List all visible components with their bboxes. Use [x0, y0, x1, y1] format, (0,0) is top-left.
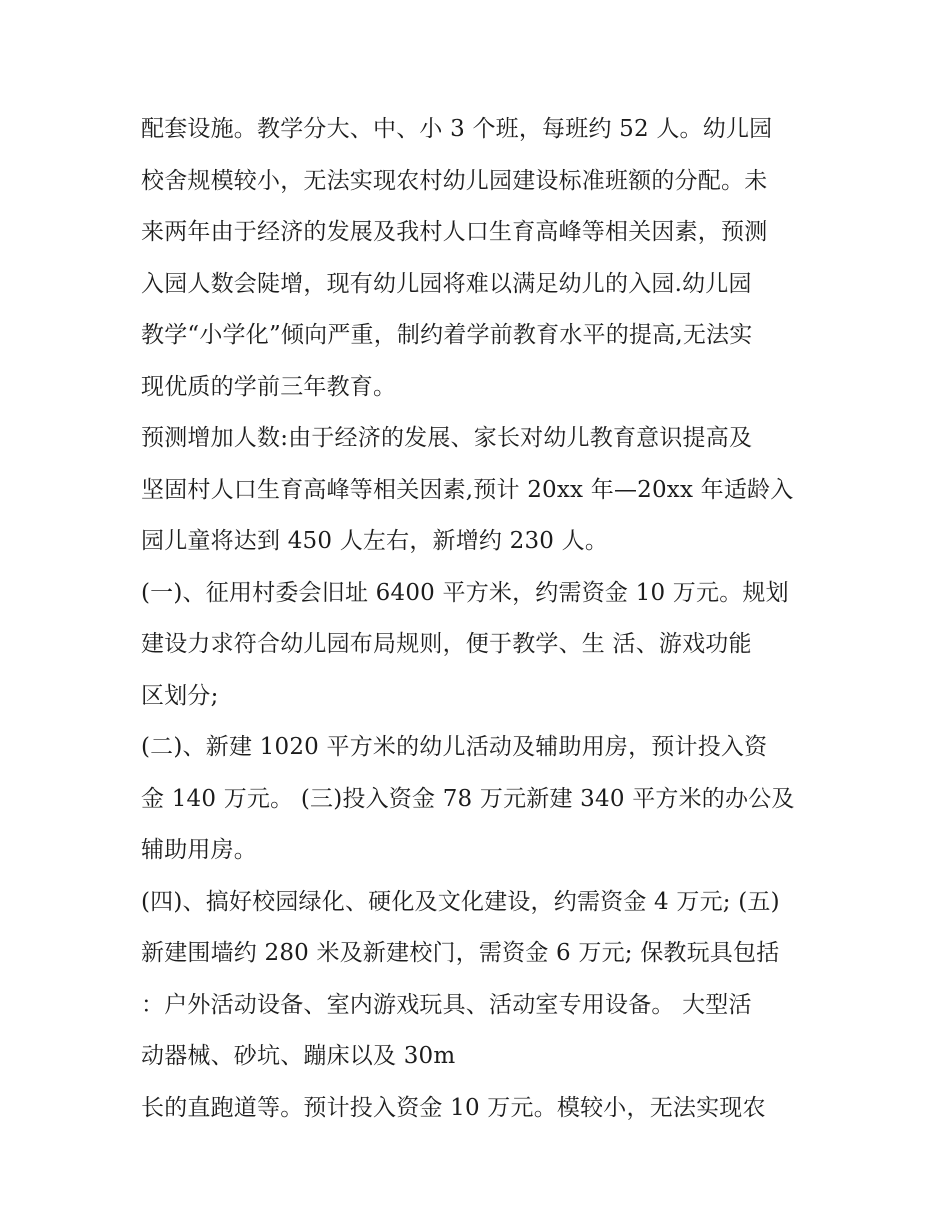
document-body — [141, 104, 821, 1134]
text-line: 现优质的学前三年教育。 — [141, 373, 397, 400]
text-line: (二)、新建 1020 平方米的幼儿活动及辅助用房，预计投入资 — [141, 734, 768, 760]
text-line: 校舍规模较小，无法实现农村幼儿园建设标准班额的分配。未 — [141, 167, 768, 194]
text-line: (四)、搞好校园绿化、硬化及文化建设，约需资金 4 万元; (五) — [141, 888, 780, 915]
text-line: 动器械、砂坑、蹦床以及 30m — [141, 1043, 456, 1069]
text-line: 新建围墙约 280 米及新建校门，需资金 6 万元; 保教玩具包括 — [141, 940, 780, 966]
text-line: 教学“小学化”倾向严重，制约着学前教育水平的提高,无法实 — [141, 322, 753, 348]
text-line: (一)、征用村委会旧址 6400 平方米，约需资金 10 万元。规划 — [141, 579, 789, 606]
text-line: 辅助用房。 — [141, 837, 257, 863]
text-line: 坚固村人口生育高峰等相关因素,预计 20xx 年—20xx 年适龄入 — [141, 476, 794, 503]
text-line: 园儿童将达到 450 人左右，新增约 230 人。 — [141, 528, 609, 554]
text-line: ：户外活动设备、室内游戏玩具、活动室专用设备。 大型活 — [141, 991, 752, 1018]
text-line: 区划分; — [141, 682, 219, 709]
text-line: 入园人数会陡增，现有幼儿园将难以满足幼儿的入园.幼儿园 — [141, 270, 752, 297]
text-line: 长的直跑道等。预计投入资金 10 万元。模较小，无法实现农 — [141, 1094, 766, 1121]
text-line: 配套设施。教学分大、中、小 3 个班，每班约 52 人。幼儿园 — [141, 116, 773, 142]
text-line: 建设力求符合幼儿园布局规则，便于教学、生 活、游戏功能 — [141, 631, 752, 657]
text-line: 预测增加人数:由于经济的发展、家长对幼儿教育意识提高及 — [141, 425, 753, 451]
text-line: 来两年由于经济的发展及我村人口生育高峰等相关因素，预测 — [141, 219, 768, 245]
text-line: 金 140 万元。 (三)投入资金 78 万元新建 340 平方米的办公及 — [141, 785, 795, 812]
